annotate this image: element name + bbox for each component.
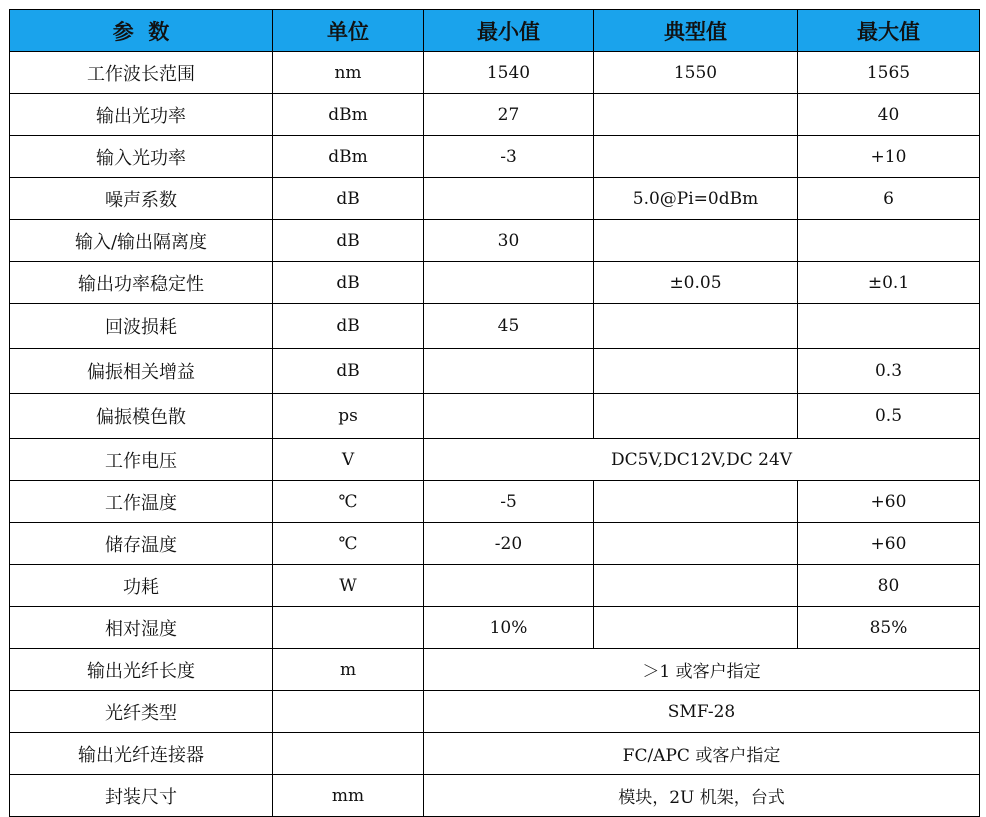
typ-cell [594, 349, 798, 394]
header-min: 最小值 [424, 10, 594, 52]
merged-value-cell: 模块，2U 机架，台式 [424, 775, 980, 817]
param-cell: 封装尺寸 [10, 775, 273, 817]
table-row [10, 649, 980, 691]
unit-cell [273, 691, 424, 733]
table-row [10, 481, 980, 523]
unit-cell: mm [273, 775, 424, 817]
min-cell [424, 565, 594, 607]
min-cell: -5 [424, 481, 594, 523]
min-cell [424, 262, 594, 304]
max-cell: ±0.1 [798, 262, 980, 304]
unit-cell: dBm [273, 94, 424, 136]
param-cell: 功耗 [10, 565, 273, 607]
table-row [10, 733, 980, 775]
max-cell: 85% [798, 607, 980, 649]
typ-cell [594, 136, 798, 178]
header-unit: 单位 [273, 10, 424, 52]
header-typ: 典型值 [594, 10, 798, 52]
unit-cell: ℃ [273, 523, 424, 565]
unit-cell: ℃ [273, 481, 424, 523]
param-cell: 储存温度 [10, 523, 273, 565]
merged-value-cell: SMF-28 [424, 691, 980, 733]
header-param: 参 数 [10, 10, 273, 52]
table-row [10, 607, 980, 649]
max-cell: 40 [798, 94, 980, 136]
min-cell: 10% [424, 607, 594, 649]
merged-value-cell: DC5V,DC12V,DC 24V [424, 439, 980, 481]
merged-value-cell: FC/APC 或客户指定 [424, 733, 980, 775]
max-cell: 0.3 [798, 349, 980, 394]
param-cell: 输入光功率 [10, 136, 273, 178]
typ-cell: ±0.05 [594, 262, 798, 304]
max-cell: +60 [798, 523, 980, 565]
max-cell: 0.5 [798, 394, 980, 439]
header-max: 最大值 [798, 10, 980, 52]
typ-cell [594, 220, 798, 262]
min-cell: 1540 [424, 52, 594, 94]
table-row [10, 349, 980, 394]
unit-cell: nm [273, 52, 424, 94]
typ-cell [594, 94, 798, 136]
typ-cell [594, 304, 798, 349]
param-cell: 偏振模色散 [10, 394, 273, 439]
min-cell [424, 178, 594, 220]
param-cell: 工作波长范围 [10, 52, 273, 94]
table-row [10, 394, 980, 439]
typ-cell [594, 607, 798, 649]
unit-cell: W [273, 565, 424, 607]
unit-cell: ps [273, 394, 424, 439]
table-row [10, 304, 980, 349]
param-cell: 输出光纤长度 [10, 649, 273, 691]
max-cell [798, 304, 980, 349]
typ-cell [594, 565, 798, 607]
param-cell: 回波损耗 [10, 304, 273, 349]
merged-value-cell: ＞1 或客户指定 [424, 649, 980, 691]
unit-cell: V [273, 439, 424, 481]
unit-cell: dB [273, 262, 424, 304]
min-cell: 30 [424, 220, 594, 262]
unit-cell: m [273, 649, 424, 691]
max-cell: 1565 [798, 52, 980, 94]
typ-cell [594, 394, 798, 439]
min-cell [424, 349, 594, 394]
min-cell: -20 [424, 523, 594, 565]
spec-table [9, 9, 980, 817]
param-cell: 噪声系数 [10, 178, 273, 220]
table-row [10, 94, 980, 136]
table-row [10, 439, 980, 481]
max-cell: +10 [798, 136, 980, 178]
param-cell: 输出光功率 [10, 94, 273, 136]
unit-cell: dB [273, 220, 424, 262]
typ-cell [594, 523, 798, 565]
unit-cell: dB [273, 178, 424, 220]
typ-cell [594, 481, 798, 523]
table-row [10, 565, 980, 607]
unit-cell: dB [273, 304, 424, 349]
table-row [10, 136, 980, 178]
max-cell: 80 [798, 565, 980, 607]
typ-cell: 5.0@Pi=0dBm [594, 178, 798, 220]
param-cell: 输出光纤连接器 [10, 733, 273, 775]
max-cell: 6 [798, 178, 980, 220]
param-cell: 光纤类型 [10, 691, 273, 733]
typ-cell: 1550 [594, 52, 798, 94]
param-cell: 偏振相关增益 [10, 349, 273, 394]
param-cell: 工作温度 [10, 481, 273, 523]
unit-cell [273, 607, 424, 649]
max-cell: +60 [798, 481, 980, 523]
table-row [10, 523, 980, 565]
min-cell [424, 394, 594, 439]
table-row [10, 178, 980, 220]
min-cell: 45 [424, 304, 594, 349]
param-cell: 输入/输出隔离度 [10, 220, 273, 262]
max-cell [798, 220, 980, 262]
table-row [10, 52, 980, 94]
param-cell: 输出功率稳定性 [10, 262, 273, 304]
param-cell: 相对湿度 [10, 607, 273, 649]
min-cell: 27 [424, 94, 594, 136]
header-row [10, 10, 980, 52]
min-cell: -3 [424, 136, 594, 178]
unit-cell: dBm [273, 136, 424, 178]
table-row [10, 220, 980, 262]
table-row [10, 691, 980, 733]
param-cell: 工作电压 [10, 439, 273, 481]
unit-cell: dB [273, 349, 424, 394]
table-row [10, 262, 980, 304]
table-row [10, 775, 980, 817]
unit-cell [273, 733, 424, 775]
